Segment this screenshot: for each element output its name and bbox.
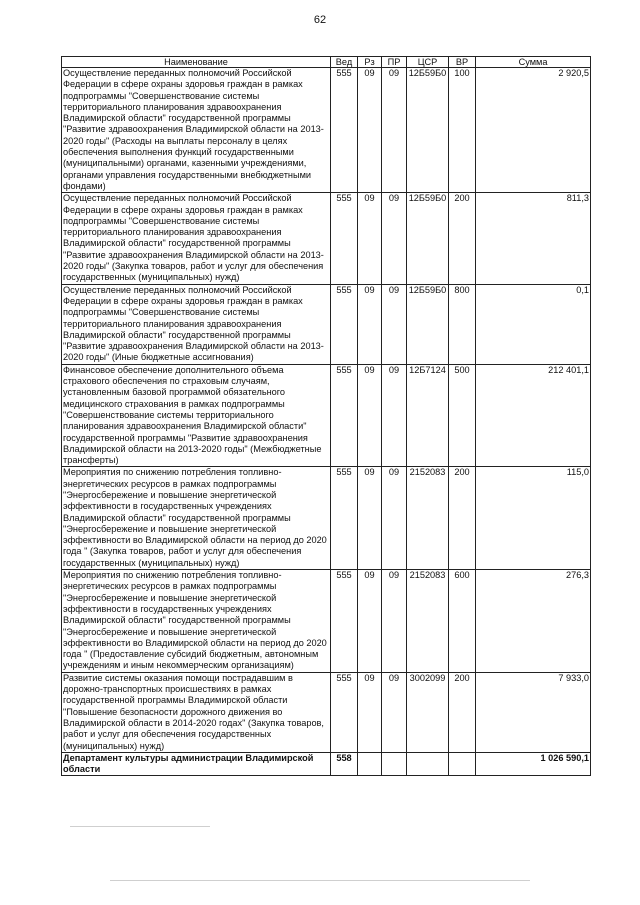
- row-csr: 2152083: [407, 467, 449, 570]
- row-pr: 09: [382, 68, 407, 193]
- table-row: [62, 467, 591, 570]
- table-row: [62, 570, 591, 673]
- column-header-rz: Рз: [358, 57, 382, 68]
- row-ved: 555: [331, 672, 358, 752]
- row-ved: 555: [331, 68, 358, 193]
- row-name: Осуществление переданных полномочий Российской Федерации в сфере охраны здоровья граждан в рамках подпрограммы "Совершенствование системы территориального планирования здравоохранения Владимирской области" государственной программы "Развитие здравоохранения Владимирской области на 2013-2020 годы" (Закупка товаров, работ и услуг для обеспечения государственных (муниципальных) нужд): [62, 193, 331, 284]
- table-header-row: [62, 57, 591, 68]
- row-pr: 09: [382, 570, 407, 673]
- row-ved: 555: [331, 193, 358, 284]
- row-vr: 200: [449, 193, 476, 284]
- department-ved: 558: [331, 752, 358, 776]
- scan-artifact-line: [70, 826, 210, 827]
- row-name: Развитие системы оказания помощи пострадавшим в дорожно-транспортных происшествиях в рамках государственной программы Владимирской области "Повышение безопасности дорожного движения во Владимирской области в 2014-2020 годах" (Закупка товаров, работ и услуг для обеспечения государственных (муниципальных) нужд): [62, 672, 331, 752]
- row-sum: 276,3: [476, 570, 591, 673]
- row-vr: 500: [449, 364, 476, 467]
- department-sum: 1 026 590,1: [476, 752, 591, 776]
- row-sum: 212 401,1: [476, 364, 591, 467]
- row-rz: 09: [358, 467, 382, 570]
- department-pr: [382, 752, 407, 776]
- row-ved: 555: [331, 570, 358, 673]
- table-row: [62, 284, 591, 364]
- row-name: Мероприятия по снижению потребления топливно-энергетических ресурсов в рамках подпрограммы "Энергосбережение и повышение энергетической эффективности в государственных учреждениях Владимирской области" государственной программы "Энергосбережение и повышение энергетической эффективности во Владимирской области на период до 2020 года " (Предоставление субсидий бюджетным, автономным учреждениям и иным некоммерческим организациям): [62, 570, 331, 673]
- row-name: Осуществление переданных полномочий Российской Федерации в сфере охраны здоровья граждан в рамках подпрограммы "Совершенствование системы территориального планирования здравоохранения Владимирской области" государственной программы "Развитие здравоохранения Владимирской области на 2013-2020 годы" (Расходы на выплаты персоналу в целях обеспечения выполнения функций государственными (муниципальными) органами, казенными учреждениями, органами управления государственными внебюджетными фондами): [62, 68, 331, 193]
- row-sum: 0,1: [476, 284, 591, 364]
- column-header-pr: ПР: [382, 57, 407, 68]
- department-csr: [407, 752, 449, 776]
- row-csr: 12Б59Б0: [407, 68, 449, 193]
- budget-table: [61, 56, 591, 776]
- table-row: [62, 193, 591, 284]
- department-name: Департамент культуры администрации Владимирской области: [62, 752, 331, 776]
- row-vr: 100: [449, 68, 476, 193]
- page-number: 62: [313, 14, 327, 26]
- table-row: [62, 364, 591, 467]
- row-sum: 115,0: [476, 467, 591, 570]
- row-vr: 200: [449, 672, 476, 752]
- row-sum: 2 920,5: [476, 68, 591, 193]
- department-rz: [358, 752, 382, 776]
- row-pr: 09: [382, 672, 407, 752]
- row-pr: 09: [382, 193, 407, 284]
- row-rz: 09: [358, 284, 382, 364]
- row-vr: 600: [449, 570, 476, 673]
- department-total-row: [62, 752, 591, 776]
- row-csr: 12Б59Б0: [407, 193, 449, 284]
- column-header-ved: Вед: [331, 57, 358, 68]
- row-pr: 09: [382, 467, 407, 570]
- column-header-vr: ВР: [449, 57, 476, 68]
- row-ved: 555: [331, 284, 358, 364]
- row-rz: 09: [358, 68, 382, 193]
- row-csr: 3002099: [407, 672, 449, 752]
- column-header-csr: ЦСР: [407, 57, 449, 68]
- row-name: Мероприятия по снижению потребления топливно-энергетических ресурсов в рамках подпрограммы "Энергосбережение и повышение энергетической эффективности в государственных учреждениях Владимирской области" государственной программы "Энергосбережение и повышение энергетической эффективности во Владимирской области на период до 2020 года " (Закупка товаров, работ и услуг для обеспечения государственных (муниципальных) нужд): [62, 467, 331, 570]
- row-csr: 2152083: [407, 570, 449, 673]
- row-sum: 7 933,0: [476, 672, 591, 752]
- column-header-sum: Сумма: [476, 57, 591, 68]
- table-row: [62, 672, 591, 752]
- row-csr: 12Б59Б0: [407, 284, 449, 364]
- row-sum: 811,3: [476, 193, 591, 284]
- row-pr: 09: [382, 364, 407, 467]
- scan-artifact-line: [110, 880, 530, 881]
- department-vr: [449, 752, 476, 776]
- column-header-name: Наименование: [62, 57, 331, 68]
- row-vr: 800: [449, 284, 476, 364]
- table-row: [62, 68, 591, 193]
- row-name: Финансовое обеспечение дополнительного объема страхового обеспечения по страховым случаям, установленным базовой программой обязательного медицинского страхования в рамках подпрограммы "Совершенствование системы территориального планирования здравоохранения Владимирской области" государственной программы "Развитие здравоохранения Владимирской области на 2013-2020 годы" (Межбюджетные трансферты): [62, 364, 331, 467]
- row-name: Осуществление переданных полномочий Российской Федерации в сфере охраны здоровья граждан в рамках подпрограммы "Совершенствование системы территориального планирования здравоохранения Владимирской области" государственной программы "Развитие здравоохранения Владимирской области на 2013-2020 годы" (Иные бюджетные ассигнования): [62, 284, 331, 364]
- row-rz: 09: [358, 193, 382, 284]
- row-rz: 09: [358, 570, 382, 673]
- row-ved: 555: [331, 467, 358, 570]
- row-vr: 200: [449, 467, 476, 570]
- row-csr: 12Б7124: [407, 364, 449, 467]
- row-rz: 09: [358, 364, 382, 467]
- row-rz: 09: [358, 672, 382, 752]
- row-ved: 555: [331, 364, 358, 467]
- row-pr: 09: [382, 284, 407, 364]
